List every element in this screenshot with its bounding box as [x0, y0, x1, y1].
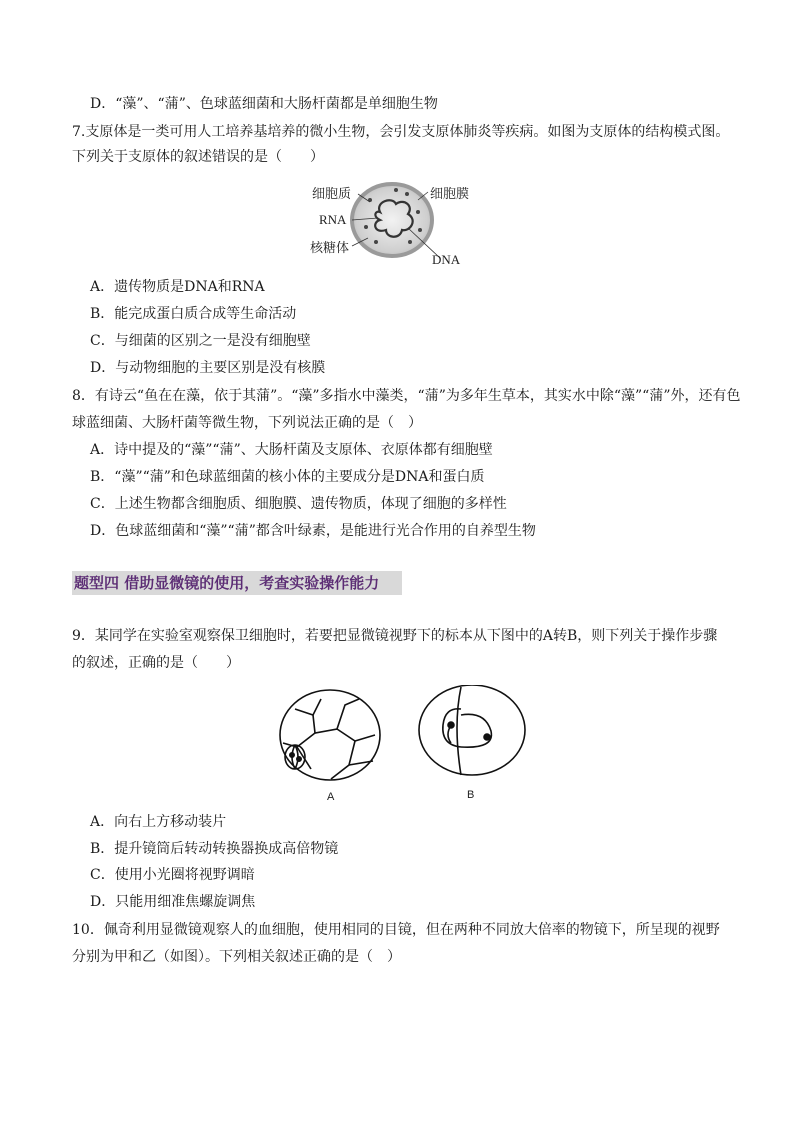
- q6-option-d: D．“藻”、“蒲”、色球蓝细菌和大肠杆菌都是单细胞生物: [90, 96, 438, 112]
- label-cell-membrane: 细胞膜: [430, 186, 470, 201]
- label-ribosome: 核糖体: [310, 240, 350, 255]
- microscope-fields-diagram: [275, 685, 530, 803]
- q9-option-a: A．向右上方移动装片: [90, 814, 227, 830]
- q7-option-a: A．遗传物质是DNA和RNA: [90, 279, 265, 295]
- q7-option-d: D．与动物细胞的主要区别是没有核膜: [90, 360, 326, 376]
- q8-option-b: B．“藻”“蒲”和色球蓝细菌的核小体的主要成分是DNA和蛋白质: [90, 469, 485, 485]
- field-a: [280, 690, 380, 780]
- q7-option-c: C．与细菌的区别之一是没有细胞壁: [90, 333, 311, 349]
- q8-option-d: D．色球蓝细菌和“藻”“蒲”都含叶绿素，是能进行光合作用的自养型生物: [90, 523, 536, 539]
- mycoplasma-diagram: [300, 172, 480, 272]
- q9-option-c: C．使用小光圈将视野调暗: [90, 867, 255, 883]
- section-heading: 题型四 借助显微镜的使用，考查实验操作能力: [72, 571, 402, 595]
- q7-stem-line2: 下列关于支原体的叙述错误的是（ ）: [72, 149, 324, 165]
- label-rna: RNA: [319, 212, 347, 227]
- q8-option-c: C．上述生物都含细胞质、细胞膜、遗传物质，体现了细胞的多样性: [90, 496, 507, 512]
- q7-option-b: B．能完成蛋白质合成等生命活动: [90, 306, 297, 322]
- q10-stem-line1: 10．佩奇利用显微镜观察人的血细胞，使用相同的目镜，但在两种不同放大倍率的物镜下，所呈现的视野: [72, 922, 720, 938]
- cell-membrane-outline: [352, 184, 432, 256]
- q9-stem-line2: 的叙述，正确的是（ ）: [72, 655, 240, 671]
- field-b-label: B: [467, 789, 475, 801]
- label-dna: DNA: [432, 252, 461, 267]
- field-a-label: A: [327, 791, 335, 803]
- label-cytoplasm: 细胞质: [312, 186, 352, 201]
- q8-stem-line1: 8．有诗云“鱼在在藻，依于其蒲”。“藻”多指水中藻类，“蒲”为多年生草本，其实水中除“藻”“蒲”外，还有色: [72, 388, 741, 404]
- q7-stem-line1: 7.支原体是一类可用人工培养基培养的微小生物，会引发支原体肺炎等疾病。如图为支原体的结构模式图。: [72, 124, 730, 140]
- q9-option-b: B．提升镜筒后转动转换器换成高倍物镜: [90, 841, 339, 857]
- q9-option-d: D．只能用细准焦螺旋调焦: [90, 894, 256, 910]
- q8-stem-line2: 球蓝细菌、大肠杆菌等微生物，下列说法正确的是（ ）: [72, 415, 422, 431]
- field-b: [419, 685, 525, 775]
- q10-stem-line2: 分别为甲和乙（如图）。下列相关叙述正确的是（ ）: [72, 949, 401, 965]
- q8-option-a: A．诗中提及的“藻”“蒲”、大肠杆菌及支原体、衣原体都有细胞壁: [90, 442, 493, 458]
- q9-stem-line1: 9．某同学在实验室观察保卫细胞时，若要把显微镜视野下的标本从下图中的A转B，则下列关于操作步骤: [72, 628, 718, 644]
